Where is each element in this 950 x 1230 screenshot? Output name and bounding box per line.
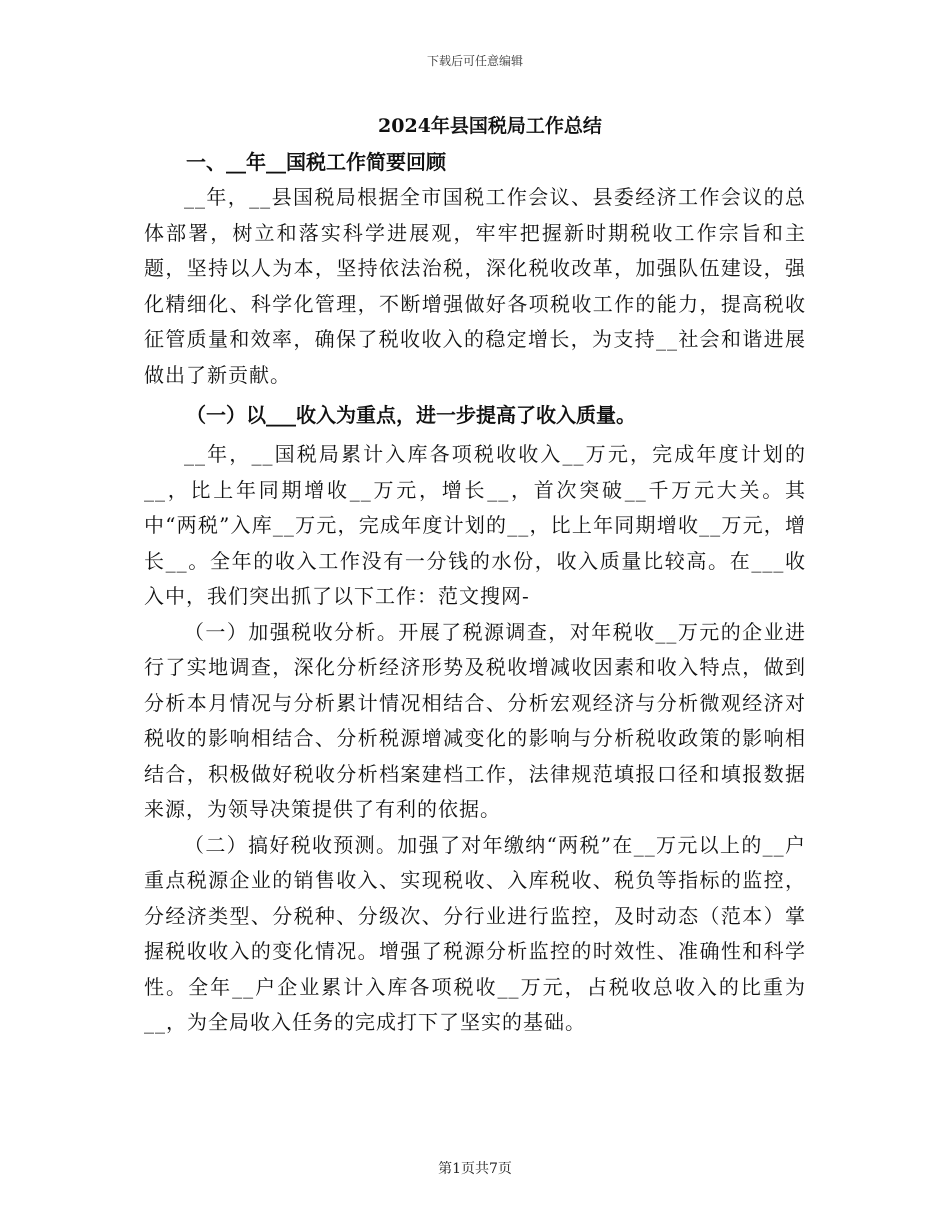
section-heading: 一、__年__国税工作简要回顾	[186, 150, 446, 174]
tax-forecast-paragraph: （二）搞好税收预测。加强了对年缴纳“两税”在__万元以上的__户重点税源企业的销售收入、实现税收、入库税收、税负等指标的监控，分经济类型、分税种、分级次、分行业进行监控，及时动态（范本）掌握税收收入的变化情况。增强了税源分析监控的时效性、准确性和科学性。全年__户企业累计入库各项税收__万元，占税收总收入的比重为__，为全局收入任务的完成打下了坚实的基础。	[144, 832, 806, 1034]
intro-paragraph: __年，__县国税局根据全市国税工作会议、县委经济工作会议的总体部署，树立和落实科学进展观，牢牢把握新时期税收工作宗旨和主题，坚持以人为本，坚持依法治税，深化税收改革，加强队伍建设，强化精细化、科学化管理，不断增强做好各项税收工作的能力，提高税收征管质量和效率，确保了税收收入的稳定增长，为支持__社会和谐进展做出了新贡献。	[144, 185, 806, 387]
tax-analysis-paragraph: （一）加强税收分析。开展了税源调查，对年税收__万元的企业进行了实地调查，深化分析经济形势及税收增减收因素和收入特点，做到分析本月情况与分析累计情况相结合、分析宏观经济与分析微观经济对税收的影响相结合、分析税源增减变化的影响与分析税收政策的影响相结合，积极做好税收分析档案建档工作，法律规范填报口径和填报数据来源，为领导决策提供了有利的依据。	[144, 619, 806, 821]
subsection-heading: （一）以___收入为重点，进一步提高了收入质量。	[186, 403, 636, 427]
document-title: 2024年县国税局工作总结	[378, 115, 602, 137]
page-header-note: 下载后可任意编辑	[426, 54, 523, 68]
revenue-paragraph: __年，__国税局累计入库各项税收收入__万元，完成年度计划的__，比上年同期增收__万元，增长__，首次突破__千万元大关。其中“两税”入库__万元，完成年度计划的__，比上年同期增收__万元，增长__。全年的收入工作没有一分钱的水份，收入质量比较高。在___收入中，我们突出抓了以下工作：范文搜网-	[144, 442, 806, 608]
page-number: 第1页共7页	[438, 1161, 512, 1177]
document-body	[144, 108, 806, 1041]
